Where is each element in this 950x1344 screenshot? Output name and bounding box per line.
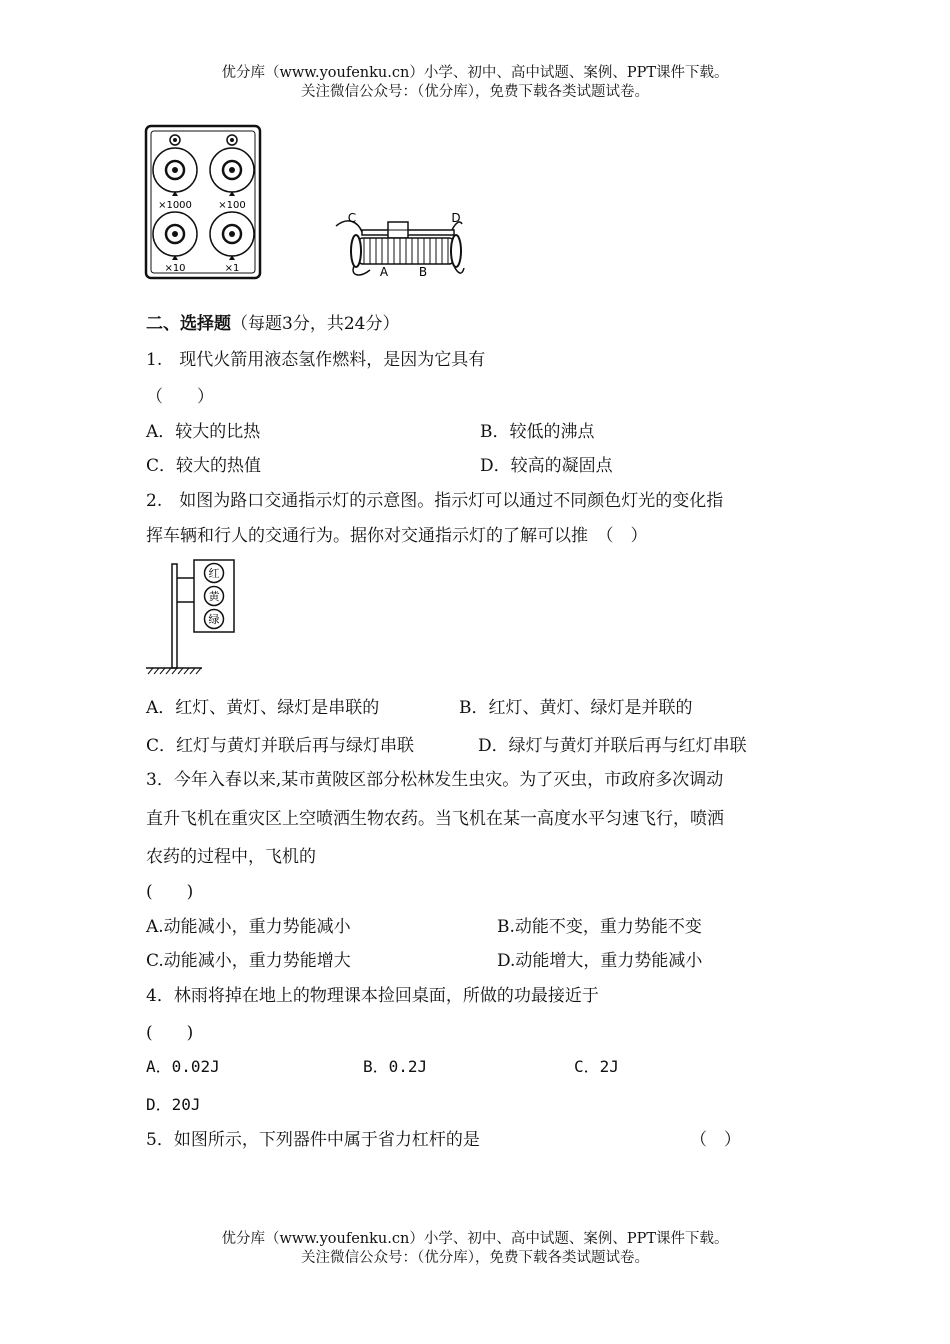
- q5-bracket: （ ）: [690, 1130, 741, 1150]
- resistance-box-figure: [144, 124, 262, 280]
- q3-stem-line-2: 直升飞机在重灾区上空喷洒生物农药。当飞机在某一高度水平匀速飞行，喷洒: [146, 809, 724, 829]
- coil: [358, 238, 454, 264]
- header-line-2: 关注微信公众号：（优分库），免费下载各类试题试卷。: [301, 84, 649, 100]
- q1-stem: 1. 现代火箭用液态氢作燃料，是因为它具有: [146, 350, 486, 370]
- traffic-light-figure: [144, 558, 240, 678]
- q2-option-a: A．红灯、黄灯、绿灯是串联的: [146, 698, 380, 718]
- q1-option-d: D．较高的凝固点: [480, 456, 613, 476]
- header-line-1: 优分库（www.youfenku.cn）小学、初中、高中试题、案例、PPT课件下载。: [221, 65, 729, 81]
- multiplier-label-x10: ×10: [164, 263, 186, 274]
- page-footer: [0, 1230, 950, 1268]
- q1-option-b: B．较低的沸点: [480, 422, 595, 442]
- terminal-label-d: D: [451, 211, 461, 225]
- q4-option-c: C．2J: [574, 1057, 619, 1076]
- q1-bracket: （ ）: [146, 387, 214, 407]
- rheostat-figure: [326, 208, 474, 286]
- footer-line-2: 关注微信公众号：（优分库），免费下载各类试题试卷。: [301, 1250, 649, 1266]
- q3-stem-line-1: 3．今年入春以来,某市黄陂区部分松林发生虫灾。为了灭虫，市政府多次调动: [146, 770, 724, 790]
- terminal-label-b: B: [418, 265, 428, 279]
- q4-option-a: A．0.02J: [146, 1057, 220, 1076]
- q2-stem-line-1: 2. 如图为路口交通指示灯的示意图。指示灯可以通过不同颜色灯光的变化指: [146, 491, 724, 511]
- q4-stem: 4．林雨将掉在地上的物理课本捡回桌面，所做的功最接近于: [146, 986, 599, 1006]
- terminal-label-c: C: [347, 211, 357, 225]
- q1-option-a: A．较大的比热: [146, 422, 261, 442]
- q2-option-c: C．红灯与黄灯并联后再与绿灯串联: [146, 736, 415, 756]
- q3-stem-line-3: 农药的过程中，飞机的: [146, 847, 316, 867]
- q3-option-b: B.动能不变，重力势能不变: [497, 917, 702, 937]
- footer-line-1: 优分库（www.youfenku.cn）小学、初中、高中试题、案例、PPT课件下载。: [221, 1231, 729, 1247]
- page-header: [0, 64, 950, 102]
- q3-option-d: D.动能增大，重力势能减小: [497, 951, 703, 971]
- section-2-note: （每题3分，共24分）: [231, 314, 400, 334]
- green-light-label: 绿: [208, 613, 220, 626]
- q3-option-a: A.动能减小，重力势能减小: [146, 917, 351, 937]
- q5-stem: 5．如图所示，下列器件中属于省力杠杆的是: [146, 1130, 480, 1150]
- q2-stem-line-2: 挥车辆和行人的交通行为。据你对交通指示灯的了解可以推 （ ）: [146, 526, 648, 546]
- red-light-label: 红: [208, 567, 220, 580]
- section-2-title: 二、选择题: [146, 314, 231, 334]
- multiplier-label-x1: ×1: [224, 263, 240, 274]
- section-2-heading: [146, 309, 399, 334]
- q2-option-b: B．红灯、黄灯、绿灯是并联的: [459, 698, 693, 718]
- q4-option-d: D．20J: [146, 1095, 201, 1114]
- q4-bracket: ( ): [146, 1023, 194, 1043]
- ground-hatching: [148, 668, 201, 674]
- q1-option-c: C．较大的热值: [146, 456, 262, 476]
- multiplier-label-x100: ×100: [218, 200, 246, 211]
- q2-option-d: D．绿灯与黄灯并联后再与红灯串联: [478, 736, 747, 756]
- q3-bracket: ( ): [146, 882, 194, 902]
- q3-option-c: C.动能减小，重力势能增大: [146, 951, 351, 971]
- yellow-light-label: 黄: [208, 590, 220, 603]
- multiplier-label-x1000: ×1000: [158, 200, 192, 211]
- terminal-label-a: A: [379, 265, 389, 279]
- q4-option-b: B．0.2J: [363, 1057, 428, 1076]
